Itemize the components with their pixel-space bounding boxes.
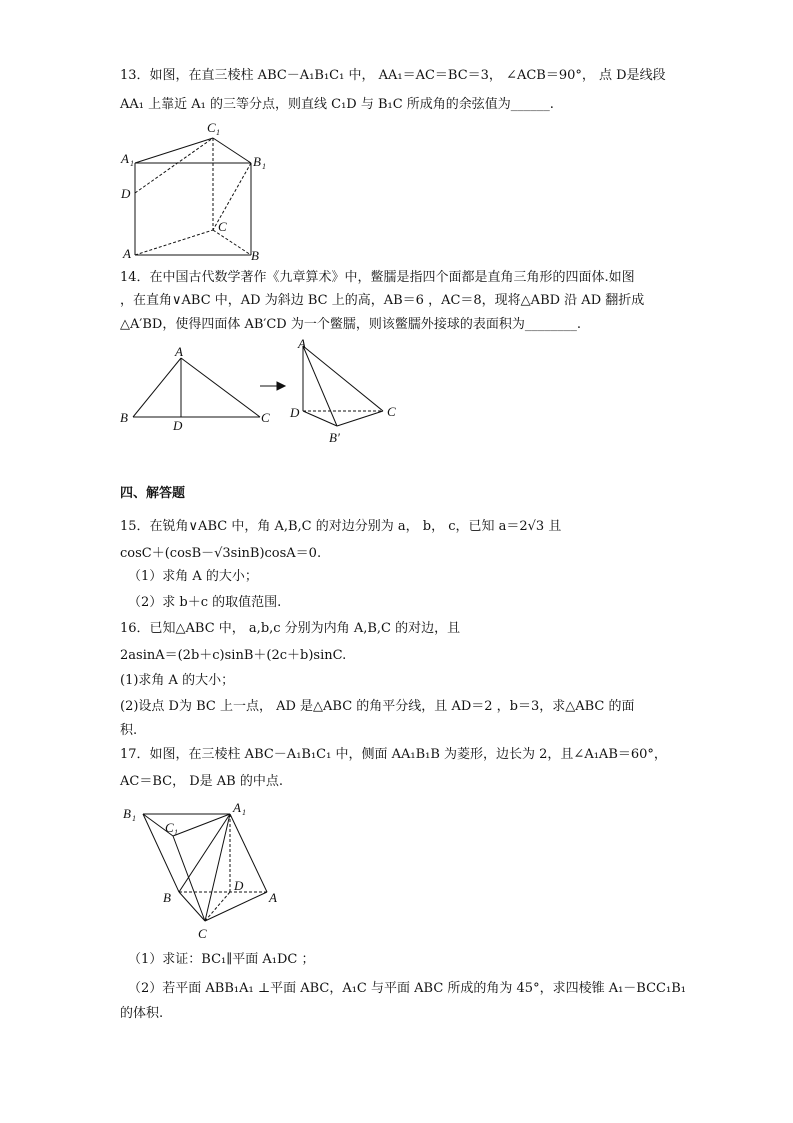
label-d: D bbox=[121, 186, 131, 201]
q15-part2: （2）求 b＋c 的取值范围. bbox=[128, 595, 282, 610]
q16-line2: 2asinA＝(2b＋c)sinB＋(2c＋b)sinC. bbox=[120, 648, 347, 663]
label-a: A bbox=[123, 246, 131, 261]
svg-text:1: 1 bbox=[132, 814, 136, 823]
q16-part1: (1)求角 A 的大小； bbox=[120, 673, 235, 688]
q13-line1: 13．如图，在直三棱柱 ABC－A₁B₁C₁ 中， AA₁＝AC＝BC＝3， ∠ACB＝90°， 点 D是线段 bbox=[120, 68, 666, 83]
label-d: D bbox=[173, 418, 183, 433]
label-c1: C bbox=[207, 120, 216, 135]
svg-text:1: 1 bbox=[216, 128, 220, 137]
label-a: A bbox=[269, 890, 277, 905]
label-d-folded: D bbox=[290, 405, 300, 420]
q13-line2: AA₁ 上靠近 A₁ 的三等分点，则直线 C₁D 与 B₁C 所成角的余弦值为______. bbox=[120, 97, 554, 112]
svg-text:1: 1 bbox=[130, 159, 134, 168]
label-c: C bbox=[261, 410, 270, 425]
label-a1: A bbox=[121, 151, 129, 166]
q14-line1: 14．在中国古代数学著作《九章算术》中，鳖臑是指四个面都是直角三角形的四面体.如图 bbox=[120, 270, 635, 285]
q14-line3: △A′BD，使得四面体 AB′CD 为一个鳖臑，则该鳖臑外接球的表面积为________. bbox=[120, 317, 581, 332]
q14-triangle-figure bbox=[115, 338, 415, 450]
q17-prism-figure bbox=[115, 796, 290, 946]
label-b1: B bbox=[123, 806, 131, 821]
svg-text:1: 1 bbox=[174, 828, 178, 837]
q17-line1: 17．如图，在三棱柱 ABC－A₁B₁C₁ 中，侧面 AA₁B₁B 为菱形，边长为 2，且∠A₁AB＝60°， bbox=[120, 747, 667, 762]
label-b-prime: B′ bbox=[329, 430, 340, 445]
label-c: C bbox=[218, 219, 227, 234]
q15-line2: cosC＋(cosB－√3sinB)cosA＝0. bbox=[120, 546, 322, 561]
label-c1: C bbox=[165, 820, 174, 835]
q15-part1: （1）求角 A 的大小； bbox=[128, 569, 258, 584]
label-c: C bbox=[198, 926, 207, 941]
label-b: B bbox=[251, 248, 259, 263]
label-a: A bbox=[175, 344, 183, 359]
q17-line2: AC＝BC， D是 AB 的中点. bbox=[120, 774, 283, 789]
label-a-folded: A bbox=[298, 338, 306, 351]
q14-line2: ，在直角∨ABC 中，AD 为斜边 BC 上的高，AB＝6 ，AC＝8，现将△ABD 沿 AD 翻折成 bbox=[120, 293, 645, 308]
q17-part1: （1）求证：BC₁∥平面 A₁DC ； bbox=[128, 952, 315, 967]
q16-part2: (2)设点 D为 BC 上一点， AD 是△ABC 的角平分线，且 AD＝2 ，b＝3，求△ABC 的面 bbox=[120, 699, 635, 714]
q13-prism-figure bbox=[115, 118, 275, 263]
label-b: B bbox=[120, 410, 128, 425]
label-c-folded: C bbox=[387, 404, 396, 419]
q17-part2-cont: 的体积. bbox=[120, 1006, 164, 1021]
label-b: B bbox=[163, 890, 171, 905]
q17-part2: （2）若平面 ABB₁A₁ ⊥平面 ABC，A₁C 与平面 ABC 所成的角为 45°，求四棱锥 A₁－BCC₁B₁ bbox=[128, 981, 686, 996]
q15-line1: 15．在锐角∨ABC 中，角 A,B,C 的对边分别为 a， b， c，已知 a＝2√3 且 bbox=[120, 519, 562, 534]
section-heading: 四、解答题 bbox=[120, 486, 186, 501]
q16-line1: 16．已知△ABC 中， a,b,c 分别为内角 A,B,C 的对边，且 bbox=[120, 621, 461, 636]
label-a1: A bbox=[233, 800, 241, 815]
label-b1: B bbox=[253, 154, 261, 169]
q16-part2-cont: 积. bbox=[120, 723, 138, 738]
svg-text:1: 1 bbox=[262, 162, 266, 171]
svg-text:1: 1 bbox=[242, 808, 246, 817]
label-d: D bbox=[234, 878, 244, 893]
